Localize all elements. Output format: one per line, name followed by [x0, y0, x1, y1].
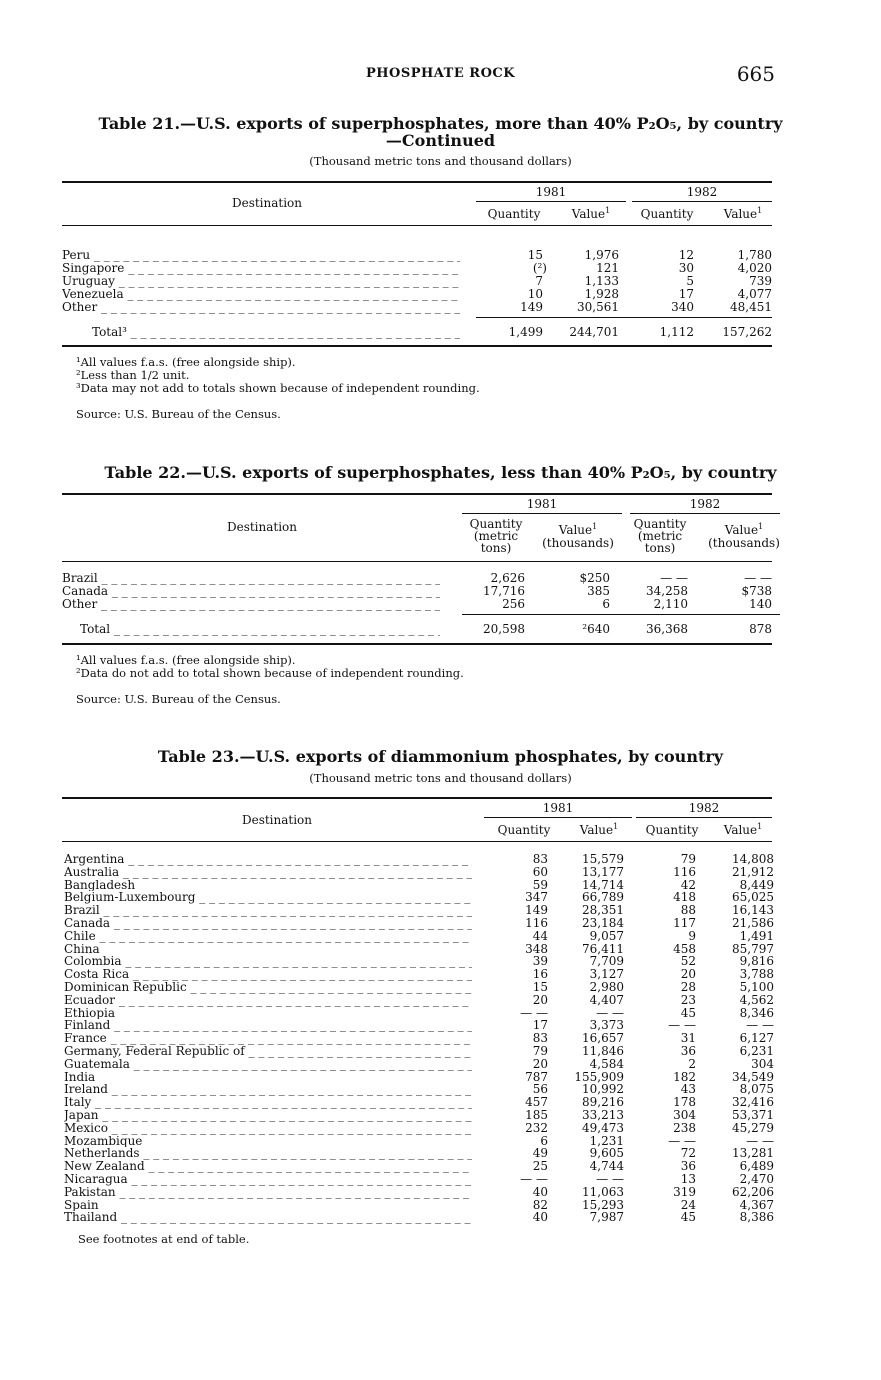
row-destination: Total³ _ _ _: [92, 326, 460, 339]
cell-qty-1982: 36: [680, 1159, 696, 1174]
cell-qty-1982: — —: [668, 1133, 696, 1148]
cell-qty-1981: 25: [532, 1159, 548, 1174]
cell-value-1982: 53,371: [732, 1107, 774, 1122]
table-row: [64, 1058, 774, 1071]
cell-value-1981: 9,057: [589, 928, 624, 943]
row-destination: Argentina _ _ _: [64, 853, 472, 866]
cell-value-1981: 30,561: [577, 300, 619, 314]
cell-qty-1982: 43: [680, 1082, 696, 1097]
cell-value-1981: 1,133: [584, 274, 619, 288]
table-total-row: [62, 623, 774, 636]
table23-year-rule-1982: [636, 817, 772, 818]
table-row: [64, 1083, 774, 1096]
table23-value-header-1981: Value$^1$: [579, 822, 619, 837]
table-row: [64, 904, 774, 917]
cell-qty-1982: 2,110: [653, 597, 688, 611]
cell-value-1981: 7,709: [589, 954, 624, 969]
cell-value-1982: 878: [749, 622, 772, 636]
cell-value-1982: 21,912: [732, 864, 774, 879]
cell-value-1982: 85,797: [732, 941, 774, 956]
cell-qty-1981: 348: [525, 941, 548, 956]
cell-qty-1982: 28: [680, 979, 696, 994]
row-destination: Guatemala _ _ _: [64, 1058, 472, 1071]
cell-qty-1981: 83: [532, 1031, 548, 1046]
cell-qty-1981: 10: [527, 287, 543, 301]
cell-qty-1981: 49: [532, 1146, 548, 1161]
cell-qty-1981: 7: [535, 274, 543, 288]
table21-value-header-1982: Value$^1$: [723, 206, 763, 221]
cell-qty-1981: 40: [532, 1184, 548, 1199]
table22-title: Table 22.—U.S. exports of superphosphates, less than 40% P₂O₅, by country: [104, 463, 777, 482]
row-destination: Chile _ _ _: [64, 930, 472, 943]
table22-qty-header-1982: Quantity (metric tons): [633, 517, 687, 555]
cell-qty-1982: 42: [680, 877, 696, 892]
cell-qty-1982: 304: [673, 1107, 696, 1122]
cell-value-1982: 4,020: [737, 261, 772, 275]
cell-qty-1982: 238: [673, 1120, 696, 1135]
cell-qty-1981: 347: [525, 890, 548, 905]
table22-year-rule-1982: [630, 513, 780, 514]
table-row: [62, 598, 774, 611]
row-destination: Italy _ _ _: [64, 1096, 472, 1109]
table-row: [64, 917, 774, 930]
cell-value-1982: — —: [746, 1133, 774, 1148]
cell-value-1982: 8,386: [739, 1210, 774, 1225]
cell-value-1982: 6,127: [739, 1031, 774, 1046]
cell-value-1982: 4,367: [739, 1197, 774, 1212]
cell-qty-1981: — —: [520, 1171, 548, 1186]
table21-total-rule: [476, 317, 772, 318]
cell-qty-1981: 60: [532, 864, 548, 879]
table-row: [64, 1032, 774, 1045]
cell-qty-1982: 1,112: [659, 325, 694, 339]
table-row: [64, 1160, 774, 1173]
cell-qty-1982: 2: [688, 1056, 696, 1071]
row-destination: Japan _ _ _: [64, 1109, 472, 1122]
table21-year-rule-1982: [632, 201, 772, 202]
table22-top-rule: [62, 493, 772, 495]
cell-value-1981: 76,411: [582, 941, 624, 956]
row-destination: Pakistan _ _ _: [64, 1186, 472, 1199]
cell-qty-1981: 787: [525, 1069, 548, 1084]
table21-source: Source: U.S. Bureau of the Census.: [76, 407, 281, 421]
cell-value-1982: 45,279: [732, 1120, 774, 1135]
cell-value-1982: 34,549: [732, 1069, 774, 1084]
table21-footnote-3: ³Data may not add to totals shown because of independent rounding.: [76, 381, 480, 395]
table-row: [64, 1135, 774, 1148]
table23-title: Table 23.—U.S. exports of diammonium phosphates, by country: [157, 747, 724, 766]
cell-qty-1982: 9: [688, 928, 696, 943]
cell-qty-1982: 178: [673, 1095, 696, 1110]
cell-qty-1982: — —: [660, 571, 688, 585]
cell-value-1982: 6,489: [739, 1159, 774, 1174]
cell-qty-1982: 52: [680, 954, 696, 969]
table-row: [62, 249, 774, 262]
row-destination: Other _ _ _: [62, 301, 460, 314]
row-destination: Total _ _ _: [80, 623, 440, 636]
table-row: [62, 301, 774, 314]
cell-value-1981: 11,846: [582, 1043, 624, 1058]
cell-value-1981: 15,293: [582, 1197, 624, 1212]
cell-value-1981: ²640: [582, 622, 610, 636]
cell-qty-1981: 82: [532, 1197, 548, 1212]
cell-value-1982: 16,143: [732, 903, 774, 918]
cell-value-1982: 157,262: [722, 325, 772, 339]
cell-qty-1982: 88: [680, 903, 696, 918]
cell-value-1982: 739: [749, 274, 772, 288]
table22-body: [62, 572, 774, 636]
table23-year-rule-1981: [484, 817, 632, 818]
cell-qty-1981: 39: [532, 954, 548, 969]
cell-value-1982: — —: [746, 1018, 774, 1033]
cell-qty-1981: 44: [532, 928, 548, 943]
cell-qty-1981: 83: [532, 852, 548, 866]
cell-value-1981: 14,714: [582, 877, 624, 892]
cell-qty-1981: 16: [532, 967, 548, 982]
table-row: [62, 288, 774, 301]
table21-body: [62, 249, 774, 339]
cell-qty-1981: 15: [532, 979, 548, 994]
cell-qty-1982: 458: [673, 941, 696, 956]
row-destination: Costa Rica _ _ _: [64, 968, 472, 981]
table23-value-header-1982: Value$^1$: [723, 822, 763, 837]
table-row: [64, 1019, 774, 1032]
table-row: [64, 968, 774, 981]
cell-qty-1982: 12: [678, 248, 694, 262]
cell-qty-1982: 36,368: [646, 622, 688, 636]
cell-value-1981: 385: [587, 584, 610, 598]
table-row: [64, 955, 774, 968]
table21-title: Table 21.—U.S. exports of superphosphates, more than 40% P₂O₅, by country: [98, 114, 783, 133]
table22-total-rule: [462, 614, 780, 615]
cell-qty-1981: 185: [525, 1107, 548, 1122]
row-destination: Canada _ _ _: [62, 585, 440, 598]
cell-value-1982: 4,562: [739, 992, 774, 1007]
table23-year1982-header: 1982: [688, 801, 720, 815]
page-number: 665: [736, 62, 775, 86]
cell-qty-1982: 23: [680, 992, 696, 1007]
table21-title-continued: —Continued: [385, 131, 496, 150]
table23-destination-header: Destination: [241, 813, 313, 827]
table21-year1981-header: 1981: [535, 185, 567, 199]
table22-bottom-rule: [62, 643, 772, 645]
row-destination: Canada _ _ _: [64, 917, 472, 930]
cell-value-1981: 3,373: [589, 1018, 624, 1033]
table23-body: [64, 853, 774, 1224]
row-destination: Germany, Federal Republic of _ _ _: [64, 1045, 472, 1058]
cell-value-1982: — —: [744, 571, 772, 585]
page-running-header: PHOSPHATE ROCK: [365, 66, 516, 81]
table21-destination-header: Destination: [231, 196, 303, 210]
cell-value-1982: 4,077: [737, 287, 772, 301]
cell-value-1981: 6: [602, 597, 610, 611]
row-destination: Thailand _ _ _: [64, 1211, 472, 1224]
table22-footnote-1: ¹All values f.a.s. (free alongside ship).: [76, 653, 296, 667]
cell-qty-1981: 15: [527, 248, 543, 262]
cell-value-1981: 121: [596, 261, 619, 275]
row-destination: Brazil _ _ _: [64, 904, 472, 917]
row-destination: Ecuador _ _ _: [64, 994, 472, 1007]
cell-value-1981: 10,992: [582, 1082, 624, 1097]
cell-qty-1981: 20: [532, 1056, 548, 1071]
cell-value-1981: 28,351: [582, 903, 624, 918]
row-destination: Australia _ _ _: [64, 866, 472, 879]
row-destination: New Zealand _ _ _: [64, 1160, 472, 1173]
cell-qty-1982: 340: [671, 300, 694, 314]
table-total-row: [62, 326, 774, 339]
cell-qty-1981: 116: [525, 915, 548, 930]
row-destination: Other _ _ _: [62, 598, 440, 611]
cell-value-1982: 8,449: [739, 877, 774, 892]
cell-value-1982: 13,281: [732, 1146, 774, 1161]
cell-qty-1981: 20,598: [483, 622, 525, 636]
cell-qty-1981: — —: [520, 1005, 548, 1020]
table-row: [64, 1173, 774, 1186]
cell-value-1982: 32,416: [732, 1095, 774, 1110]
cell-qty-1982: 24: [680, 1197, 696, 1212]
cell-qty-1982: 79: [680, 852, 696, 866]
table22-footnote-2: ²Data do not add to total shown because of independent rounding.: [76, 666, 464, 680]
cell-qty-1982: 418: [673, 890, 696, 905]
cell-value-1982: 6,231: [739, 1043, 774, 1058]
table21-subtitle: (Thousand metric tons and thousand dollars): [309, 154, 572, 168]
cell-value-1981: 15,579: [582, 852, 624, 866]
cell-qty-1982: — —: [668, 1018, 696, 1033]
table-row: [64, 1199, 774, 1212]
row-destination: Dominican Republic _ _ _: [64, 981, 472, 994]
row-destination: Ireland _ _ _: [64, 1083, 472, 1096]
cell-value-1981: $250: [579, 571, 610, 585]
cell-qty-1981: 56: [532, 1082, 548, 1097]
cell-value-1982: 304: [751, 1056, 774, 1071]
cell-value-1982: 48,451: [730, 300, 772, 314]
cell-qty-1981: 149: [525, 903, 548, 918]
cell-value-1982: 3,788: [739, 967, 774, 982]
table-row: [64, 1109, 774, 1122]
cell-value-1981: 2,980: [589, 979, 624, 994]
table22-year1982-header: 1982: [689, 497, 721, 511]
cell-qty-1982: 5: [686, 274, 694, 288]
table23-top-rule: [62, 797, 772, 799]
row-destination: China _ _ _: [64, 943, 472, 956]
table22-year-rule-1981: [462, 513, 622, 514]
cell-qty-1981: 457: [525, 1095, 548, 1110]
table-row: [64, 1147, 774, 1160]
cell-qty-1982: 116: [673, 864, 696, 879]
row-destination: India _ _ _: [64, 1071, 472, 1084]
cell-qty-1981: 149: [520, 300, 543, 314]
table21-year1982-header: 1982: [686, 185, 718, 199]
cell-value-1982: 9,816: [739, 954, 774, 969]
cell-value-1981: — —: [596, 1005, 624, 1020]
table23-subtitle: (Thousand metric tons and thousand dollars): [309, 771, 572, 785]
cell-qty-1982: 72: [680, 1146, 696, 1161]
table22-value-header-1982: Value$^1$ (thousands): [708, 522, 780, 550]
cell-value-1982: 8,346: [739, 1005, 774, 1020]
table-row: [64, 994, 774, 1007]
table-row: [64, 1211, 774, 1224]
table-row: [62, 262, 774, 275]
cell-qty-1982: 36: [680, 1043, 696, 1058]
cell-qty-1981: 20: [532, 992, 548, 1007]
table-row: [64, 930, 774, 943]
table22-destination-header: Destination: [226, 520, 298, 534]
cell-value-1982: 2,470: [739, 1171, 774, 1186]
row-destination: Uruguay _ _ _: [62, 275, 460, 288]
cell-value-1981: 23,184: [582, 915, 624, 930]
table-row: [64, 853, 774, 866]
row-destination: Ethiopia _ _ _: [64, 1007, 472, 1020]
cell-qty-1982: 17: [678, 287, 694, 301]
cell-qty-1982: 45: [680, 1005, 696, 1020]
row-destination: Mexico _ _ _: [64, 1122, 472, 1135]
cell-value-1981: 16,657: [582, 1031, 624, 1046]
cell-qty-1981: 232: [525, 1120, 548, 1135]
cell-value-1982: 14,808: [732, 852, 774, 866]
table-row: [64, 981, 774, 994]
table22-source: Source: U.S. Bureau of the Census.: [76, 692, 281, 706]
table-row: [64, 943, 774, 956]
cell-qty-1982: 34,258: [646, 584, 688, 598]
cell-value-1982: 5,100: [739, 979, 774, 994]
cell-value-1981: 49,473: [582, 1120, 624, 1135]
cell-qty-1981: 59: [532, 877, 548, 892]
row-destination: Netherlands _ _ _: [64, 1147, 472, 1160]
cell-value-1981: 13,177: [582, 864, 624, 879]
table23-qty-header-1982: Quantity: [645, 823, 699, 837]
cell-value-1982: 140: [749, 597, 772, 611]
cell-value-1982: 65,025: [732, 890, 774, 905]
cell-value-1981: 4,584: [589, 1056, 624, 1071]
row-destination: Spain _ _ _: [64, 1199, 472, 1212]
cell-qty-1982: 319: [673, 1184, 696, 1199]
cell-value-1982: 1,780: [737, 248, 772, 262]
table-row: [64, 1122, 774, 1135]
table-row: [64, 1096, 774, 1109]
cell-qty-1982: 117: [673, 915, 696, 930]
table-row: [64, 1071, 774, 1084]
table23-footer-note: See footnotes at end of table.: [78, 1232, 250, 1246]
table22-value-header-1981: Value$^1$ (thousands): [542, 522, 614, 550]
row-destination: Belgium-Luxembourg _ _ _: [64, 891, 472, 904]
cell-qty-1982: 182: [673, 1069, 696, 1084]
table-row: [64, 1186, 774, 1199]
cell-value-1981: 4,407: [589, 992, 624, 1007]
cell-qty-1982: 45: [680, 1210, 696, 1225]
row-destination: Mozambique _ _ _: [64, 1135, 472, 1148]
row-destination: Venezuela _ _ _: [62, 288, 460, 301]
cell-value-1981: 1,231: [589, 1133, 624, 1148]
cell-value-1981: 1,928: [584, 287, 619, 301]
cell-value-1981: 66,789: [582, 890, 624, 905]
row-destination: France _ _ _: [64, 1032, 472, 1045]
cell-qty-1982: 31: [680, 1031, 696, 1046]
table21-top-rule: [62, 181, 772, 183]
cell-qty-1981: 17: [532, 1018, 548, 1033]
cell-qty-1981: 17,716: [483, 584, 525, 598]
row-destination: Peru _ _ _: [62, 249, 460, 262]
cell-value-1982: 21,586: [732, 915, 774, 930]
cell-value-1982: 1,491: [739, 928, 774, 943]
cell-value-1981: 11,063: [582, 1184, 624, 1199]
row-destination: Singapore _ _ _: [62, 262, 460, 275]
cell-qty-1982: 20: [680, 967, 696, 982]
table-row: [64, 866, 774, 879]
table21-footnote-2: ²Less than 1/2 unit.: [76, 368, 190, 382]
table21-bottom-rule: [62, 345, 772, 347]
cell-value-1981: 7,987: [589, 1210, 624, 1225]
table-row: [64, 891, 774, 904]
row-destination: Brazil _ _ _: [62, 572, 440, 585]
cell-value-1981: 4,744: [589, 1159, 624, 1174]
table22-qty-header-1981: Quantity (metric tons): [469, 517, 523, 555]
cell-value-1981: 9,605: [589, 1146, 624, 1161]
cell-value-1982: 62,206: [732, 1184, 774, 1199]
cell-qty-1981: 79: [532, 1043, 548, 1058]
cell-value-1981: 3,127: [589, 967, 624, 982]
cell-qty-1981: 2,626: [490, 571, 525, 585]
cell-value-1981: 155,909: [574, 1069, 624, 1084]
table22-year1981-header: 1981: [526, 497, 558, 511]
cell-qty-1981: (²): [532, 261, 547, 275]
cell-qty-1981: 6: [540, 1133, 548, 1148]
table22-header-rule: [62, 561, 772, 562]
table-row: [64, 1045, 774, 1058]
cell-value-1982: 8,075: [739, 1082, 774, 1097]
row-destination: Colombia _ _ _: [64, 955, 472, 968]
table23-year1981-header: 1981: [542, 801, 574, 815]
cell-value-1981: 244,701: [569, 325, 619, 339]
row-destination: Bangladesh _ _ _: [64, 879, 472, 892]
table21-footnote-1: ¹All values f.a.s. (free alongside ship).: [76, 355, 296, 369]
cell-qty-1981: 1,499: [508, 325, 543, 339]
table21-qty-header-1982: Quantity: [640, 207, 694, 221]
table23-qty-header-1981: Quantity: [497, 823, 551, 837]
cell-value-1981: 1,976: [584, 248, 619, 262]
cell-value-1981: 89,216: [582, 1095, 624, 1110]
row-destination: Finland _ _ _: [64, 1019, 472, 1032]
table23-header-rule: [62, 841, 772, 842]
table21-qty-header-1981: Quantity: [487, 207, 541, 221]
cell-qty-1982: 13: [680, 1171, 696, 1186]
cell-value-1981: 33,213: [582, 1107, 624, 1122]
table21-year-rule-1981: [476, 201, 626, 202]
cell-qty-1982: 30: [678, 261, 694, 275]
table-row: [62, 275, 774, 288]
table21-value-header-1981: Value$^1$: [571, 206, 611, 221]
cell-value-1982: $738: [741, 584, 772, 598]
table-row: [64, 879, 774, 892]
table21-header-rule: [62, 225, 772, 226]
cell-qty-1981: 256: [502, 597, 525, 611]
row-destination: Nicaragua _ _ _: [64, 1173, 472, 1186]
cell-value-1981: — —: [596, 1171, 624, 1186]
cell-qty-1981: 40: [532, 1210, 548, 1225]
